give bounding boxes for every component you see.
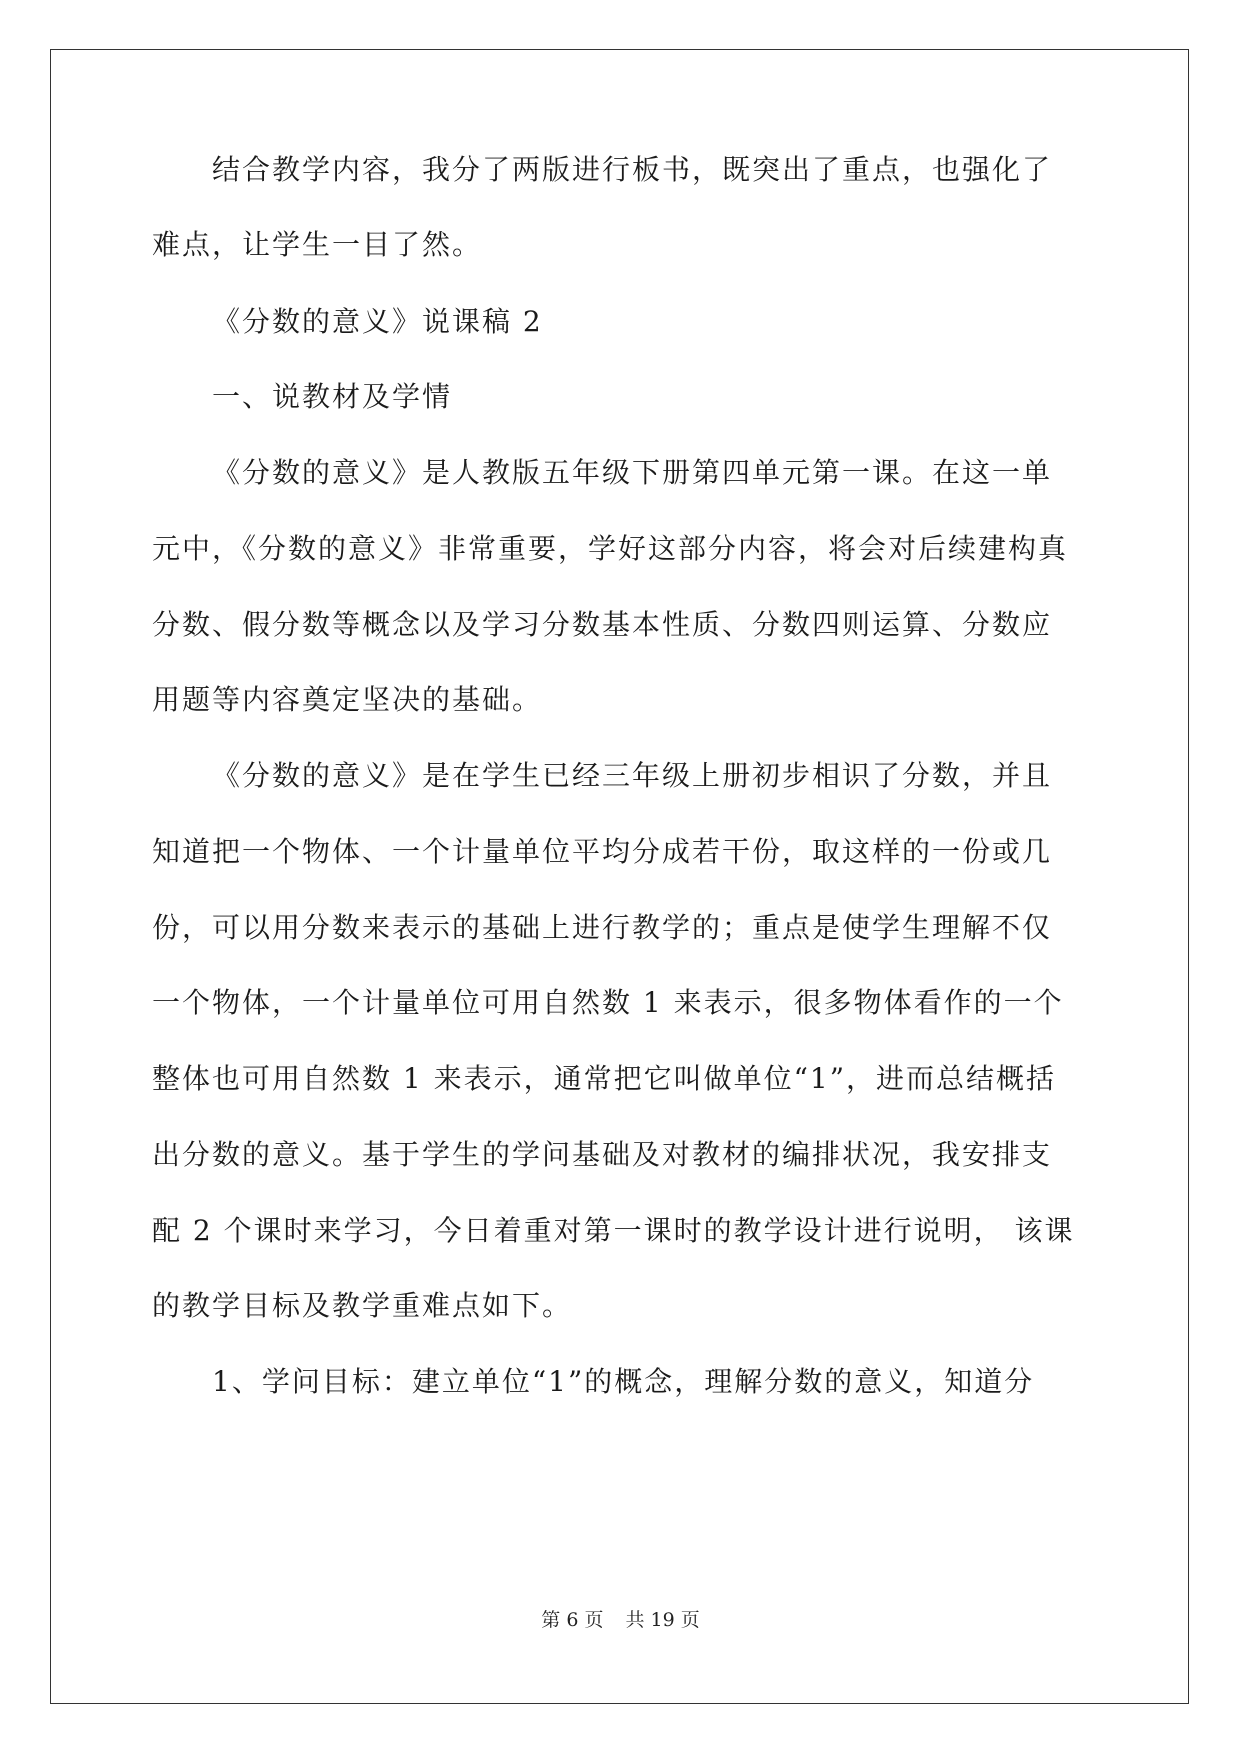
paragraph-line: 《分数的意义》是人教版五年级下册第四单元第一课。在这一单 bbox=[212, 456, 1053, 489]
page-border bbox=[50, 49, 1189, 1704]
paragraph-line: 分数、假分数等概念以及学习分数基本性质、分数四则运算、分数应 bbox=[152, 608, 1053, 641]
section-heading: 一、说教材及学情 bbox=[212, 380, 453, 413]
total-pages: 共 19 页 bbox=[625, 1609, 700, 1631]
page-footer bbox=[0, 1608, 1241, 1632]
paragraph-line: 的教学目标及教学重难点如下。 bbox=[152, 1289, 573, 1322]
page-number: 第 6 页 bbox=[541, 1609, 604, 1631]
paragraph-line: 1、学问目标：建立单位“1”的概念，理解分数的意义，知道分 bbox=[212, 1365, 1035, 1398]
paragraph-line: 出分数的意义。基于学生的学问基础及对教材的编排状况，我安排支 bbox=[152, 1138, 1053, 1171]
paragraph-line: 知道把一个物体、一个计量单位平均分成若干份，取这样的一份或几 bbox=[152, 835, 1053, 868]
paragraph-line: 《分数的意义》是在学生已经三年级上册初步相识了分数，并且 bbox=[212, 759, 1053, 792]
paragraph-line: 用题等内容奠定坚决的基础。 bbox=[152, 683, 543, 716]
paragraph-line: 难点，让学生一目了然。 bbox=[152, 228, 483, 261]
paragraph-line: 元中，《分数的意义》非常重要，学好这部分内容，将会对后续建构真 bbox=[152, 532, 1069, 565]
paragraph-line: 整体也可用自然数 1 来表示，通常把它叫做单位“1”，进而总结概括 bbox=[152, 1062, 1057, 1095]
paragraph-line: 结合教学内容，我分了两版进行板书，既突出了重点，也强化了 bbox=[212, 153, 1053, 186]
paragraph-line: 配 2 个课时来学习，今日着重对第一课时的教学设计进行说明， 该课 bbox=[152, 1214, 1075, 1247]
section-title: 《分数的意义》说课稿 2 bbox=[212, 305, 543, 338]
paragraph-line: 一个物体，一个计量单位可用自然数 1 来表示，很多物体看作的一个 bbox=[152, 986, 1064, 1019]
paragraph-line: 份，可以用分数来表示的基础上进行教学的；重点是使学生理解不仅 bbox=[152, 911, 1053, 944]
